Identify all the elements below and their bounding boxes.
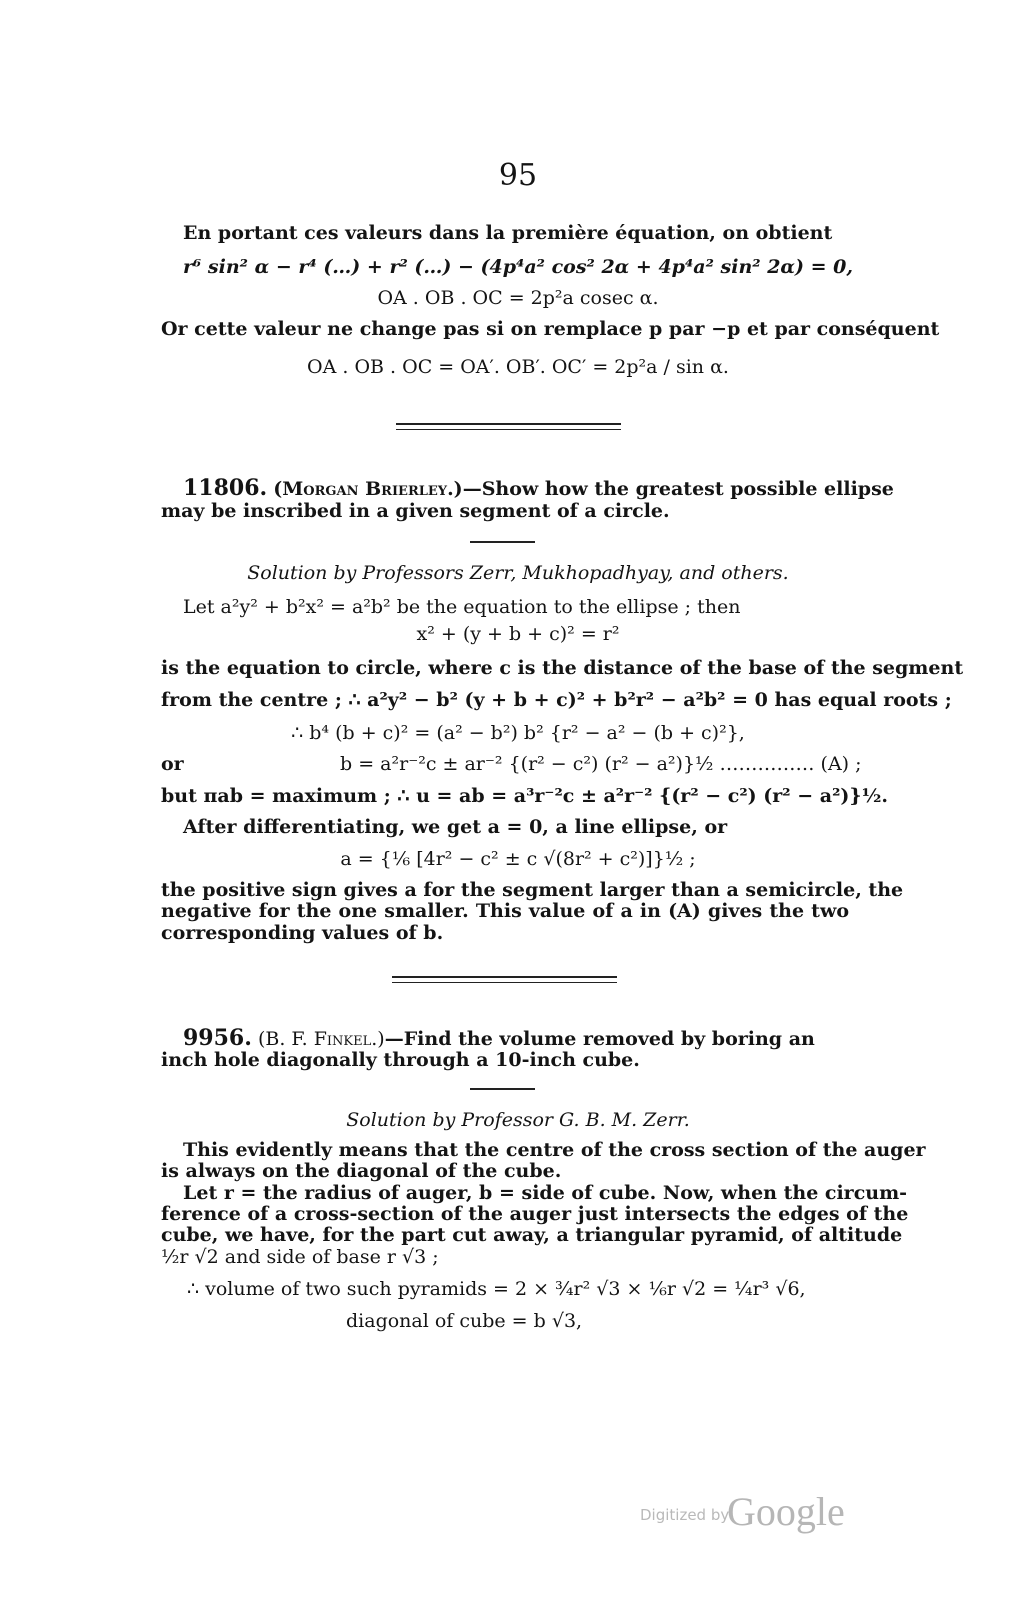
- solution-line: This evidently means that the centre of the cross section of the auger: [183, 1139, 926, 1161]
- equation-volume: ∴ volume of two such pyramids = 2 × ¾r² √3 × ⅙r √2 = ¼r³ √6,: [187, 1278, 806, 1300]
- digitized-label: Digitized by: [640, 1506, 730, 1524]
- solution-line: ference of a cross-section of the auger just intersects the edges of the: [161, 1203, 909, 1225]
- problem-author: (B. F. Finkel.): [257, 1028, 385, 1050]
- circle-equation: x² + (y + b + c)² = r²: [416, 623, 620, 645]
- french-remark-line: Or cette valeur ne change pas si on remplace p par −p et par conséquent: [161, 318, 940, 340]
- equation-r6: r⁶ sin² α − r⁴ (…) + r² (…) − (4p⁴a² cos² 2α + 4p⁴a² sin² 2α) = 0,: [182, 256, 854, 278]
- short-rule: [470, 1088, 535, 1090]
- solution-line: is the equation to circle, where c is the distance of the base of the segment: [161, 657, 964, 679]
- section-divider-top-thin: [396, 429, 621, 430]
- solution-heading: Solution by Professors Zerr, Mukhopadhyay, and others.: [247, 562, 789, 584]
- or-label: or: [161, 753, 184, 775]
- page-number: 95: [498, 158, 538, 193]
- section-divider-top: [396, 423, 621, 425]
- solution-line: from the centre ; ∴ a²y² − b² (y + b + c)² + b²r² − a²b² = 0 has equal roots ;: [161, 689, 952, 711]
- solution-line: corresponding values of b.: [161, 922, 444, 944]
- solution-line: After differentiating, we get a = 0, a line ellipse, or: [183, 816, 728, 838]
- solution-line: but πab = maximum ; ∴ u = ab = a³r⁻²c ± a²r⁻² {(r² − c²) (r² − a²)}½.: [161, 785, 889, 807]
- equation-b4: ∴ b⁴ (b + c)² = (a² − b²) b² {r² − a² − (b + c)²},: [291, 722, 745, 744]
- solution-line: is always on the diagonal of the cube.: [161, 1160, 562, 1182]
- problem-number: 9956.: [183, 1025, 252, 1051]
- solution-heading: Solution by Professor G. B. M. Zerr.: [346, 1109, 690, 1131]
- section-divider-middle: [392, 976, 617, 978]
- equation-diagonal: diagonal of cube = b √3,: [346, 1310, 583, 1332]
- problem-number: 11806.: [183, 475, 268, 501]
- solution-line: Let a²y² + b²x² = a²b² be the equation to the ellipse ; then: [183, 596, 741, 618]
- solution-line: the positive sign gives a for the segment larger than a semicircle, the: [161, 879, 904, 901]
- solution-line: ½r √2 and side of base r √3 ;: [161, 1246, 439, 1268]
- equation-oa-prime: OA . OB . OC = OA′. OB′. OC′ = 2p²a / sin α.: [307, 356, 729, 378]
- problem-11806-line2: may be inscribed in a given segment of a circle.: [161, 500, 670, 522]
- section-divider-middle-thin: [392, 982, 617, 983]
- problem-11806-line1: [183, 477, 894, 500]
- problem-9956-line1: [183, 1027, 815, 1050]
- problem-statement: —Show how the greatest possible ellipse: [462, 478, 894, 500]
- solution-line: Let r = the radius of auger, b = side of cube. Now, when the circum-: [183, 1182, 908, 1204]
- equation-oa-ob-oc: OA . OB . OC = 2p²a cosec α.: [377, 287, 659, 309]
- problem-author: (Morgan Brierley.): [273, 478, 463, 500]
- french-intro-line: En portant ces valeurs dans la première équation, on obtient: [183, 222, 833, 244]
- solution-line: negative for the one smaller. This value of a in (A) gives the two: [161, 900, 849, 922]
- problem-statement: —Find the volume removed by boring an: [384, 1028, 815, 1050]
- short-rule: [470, 541, 535, 543]
- equation-a-value: a = {⅙ [4r² − c² ± c √(8r² + c²)]}½ ;: [340, 848, 696, 870]
- google-logo: Google: [727, 1489, 845, 1534]
- solution-line: cube, we have, for the part cut away, a triangular pyramid, of altitude: [161, 1224, 903, 1246]
- equation-a: b = a²r⁻²c ± ar⁻² {(r² − c²) (r² − a²)}½ …………… (A) ;: [340, 753, 862, 775]
- problem-9956-line2: inch hole diagonally through a 10-inch cube.: [161, 1049, 640, 1071]
